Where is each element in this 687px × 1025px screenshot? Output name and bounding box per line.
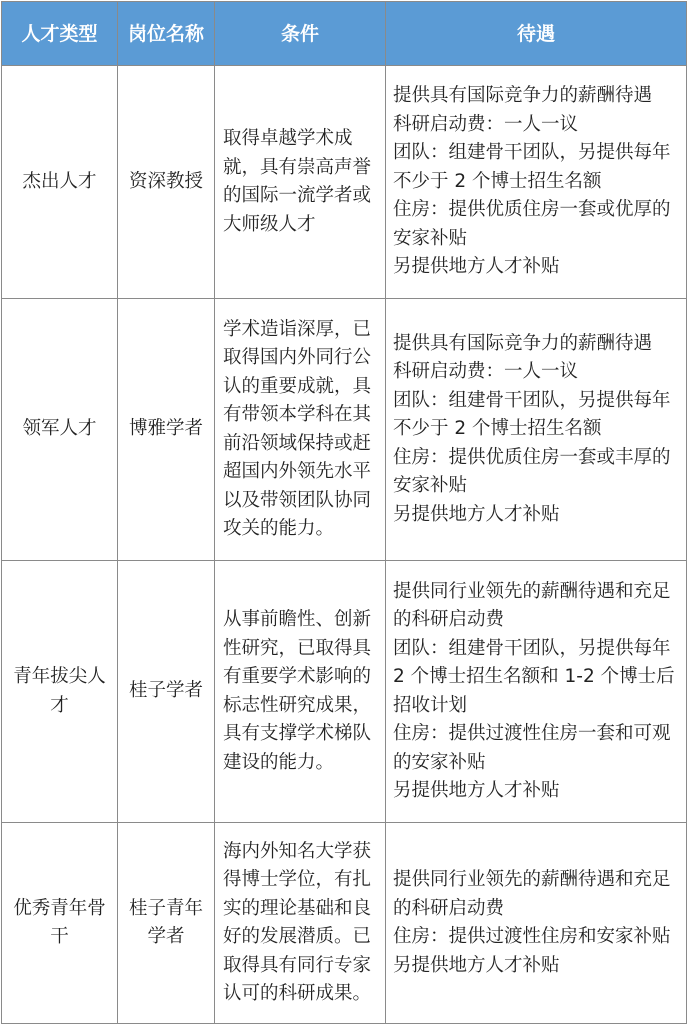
benefit-line: 团队：组建骨干团队，另提供每年不少于 2 个博士招生名额 [393, 142, 671, 192]
position-name-cell: 博雅学者 [118, 299, 215, 561]
table-row [2, 823, 687, 1024]
talent-type-cell: 领军人才 [2, 299, 118, 561]
position-name-cell: 桂子青年学者 [118, 823, 215, 1024]
talent-type-cell: 优秀青年骨干 [2, 823, 118, 1024]
condition-cell: 从事前瞻性、创新性研究，已取得具有重要学术影响的标志性研究成果，具有支撑学术梯队建设的能力。 [215, 561, 386, 823]
header-position-name: 岗位名称 [118, 2, 215, 66]
benefit-line: 另提供地方人才补贴 [393, 256, 560, 278]
table-header-row [2, 2, 687, 66]
benefit-line: 科研启动费：一人一议 [393, 361, 579, 383]
talent-type-cell: 杰出人才 [2, 66, 118, 299]
benefits-cell [386, 66, 687, 299]
benefit-line: 另提供地方人才补贴 [393, 780, 560, 801]
benefit-line: 提供同行业领先的薪酬待遇和充足的科研启动费 [393, 580, 671, 630]
talent-type-cell: 青年拔尖人才 [2, 561, 118, 823]
benefit-line: 提供具有国际竞争力的薪酬待遇 [393, 85, 653, 107]
benefits-cell [386, 823, 687, 1024]
header-talent-type: 人才类型 [2, 2, 118, 66]
benefits-cell [386, 561, 687, 823]
benefit-line: 另提供地方人才补贴 [393, 503, 560, 525]
benefit-line: 另提供地方人才补贴 [393, 954, 560, 976]
benefit-line: 团队：组建骨干团队，另提供每年不少于 2 个博士招生名额 [393, 389, 671, 440]
benefit-line: 住房：提供过渡性住房和安家补贴 [393, 926, 671, 947]
condition-cell: 学术造诣深厚，已取得国内外同行公认的重要成就，具有带领本学科在其前沿领域保持或赶超国内外领先水平以及带领团队协同攻关的能力。 [215, 299, 386, 561]
table-row [2, 66, 687, 299]
benefit-line: 住房：提供优质住房一套或优厚的安家补贴 [393, 199, 671, 249]
benefit-line: 提供同行业领先的薪酬待遇和充足的科研启动费 [393, 869, 671, 919]
table-row [2, 561, 687, 823]
condition-cell: 海内外知名大学获得博士学位，有扎实的理论基础和良好的发展潜质。已取得具有同行专家认可的科研成果。 [215, 823, 386, 1024]
header-benefits: 待遇 [386, 2, 687, 66]
benefit-line: 住房：提供过渡性住房一套和可观的安家补贴 [393, 723, 671, 773]
condition-cell: 取得卓越学术成就，具有崇高声誉的国际一流学者或大师级人才 [215, 66, 386, 299]
benefit-line: 住房：提供优质住房一套或丰厚的安家补贴 [393, 446, 671, 497]
benefits-cell [386, 299, 687, 561]
position-name-cell: 资深教授 [118, 66, 215, 299]
table-row [2, 299, 687, 561]
talent-policy-table [1, 1, 687, 1024]
position-name-cell: 桂子学者 [118, 561, 215, 823]
header-conditions: 条件 [215, 2, 386, 66]
benefit-line: 提供具有国际竞争力的薪酬待遇 [393, 332, 653, 354]
benefit-line: 团队：组建骨干团队，另提供每年 2 个博士招生名额和 1-2 个博士后招收计划 [393, 637, 675, 716]
benefit-line: 科研启动费：一人一议 [393, 113, 579, 135]
